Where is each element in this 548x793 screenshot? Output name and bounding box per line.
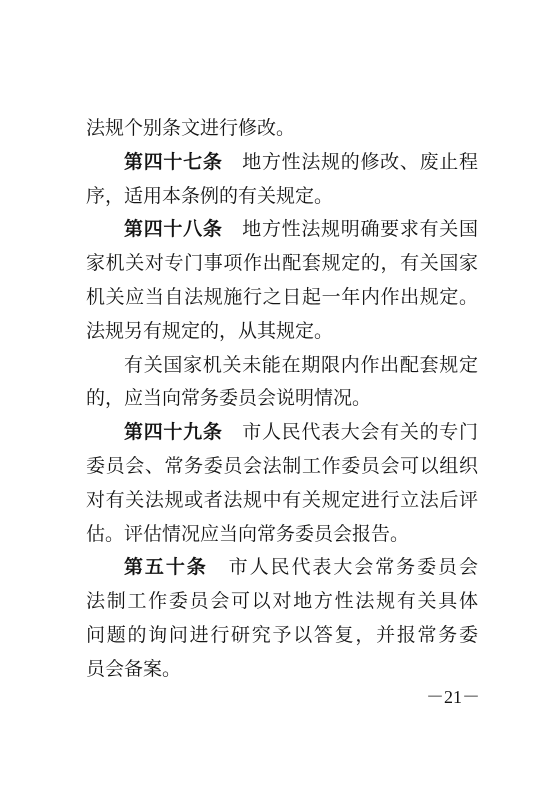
text-line-content: 序，适用本条例的有关规定。 bbox=[86, 184, 334, 207]
article-number: 第四十七条 bbox=[124, 150, 223, 173]
text-line-content: 机关应当自法规施行之日起一年内作出规定。 bbox=[86, 285, 478, 308]
text-line-content: 法规另有规定的，从其规定。 bbox=[86, 319, 334, 342]
text-line-content: 市人民代表大会有关的专门 bbox=[241, 421, 478, 444]
paragraph-first-line bbox=[86, 349, 478, 383]
page-number: －21－ bbox=[426, 687, 480, 707]
text-line bbox=[86, 315, 478, 349]
text-line bbox=[86, 281, 478, 315]
text-line-content: 法制工作委员会可以对地方性法规有关具体 bbox=[86, 590, 478, 613]
article-number: 第四十九条 bbox=[124, 421, 223, 444]
article-49-first-line bbox=[86, 416, 478, 450]
text-line bbox=[86, 112, 478, 146]
text-line-content: 问题的询问进行研究予以答复，并报常务委 bbox=[86, 623, 478, 646]
article-number: 第四十八条 bbox=[124, 218, 223, 241]
text-line-content: 对有关法规或者法规中有关规定进行立法后评 bbox=[86, 488, 478, 511]
text-line bbox=[86, 518, 478, 552]
text-line bbox=[86, 247, 478, 281]
text-line bbox=[86, 180, 478, 214]
text-line bbox=[86, 653, 478, 687]
text-line-content: 估。评估情况应当向常务委员会报告。 bbox=[86, 522, 410, 545]
document-body bbox=[86, 112, 478, 687]
text-line-content: 家机关对专门事项作出配套规定的，有关国家 bbox=[86, 252, 478, 275]
article-50-first-line bbox=[86, 551, 478, 585]
text-line-content: 法规个别条文进行修改。 bbox=[86, 117, 296, 139]
article-number: 第五十条 bbox=[124, 556, 208, 579]
article-48-first-line bbox=[86, 213, 478, 247]
text-line-content: 有关国家机关未能在期限内作出配套规定 bbox=[124, 353, 478, 376]
text-line bbox=[86, 450, 478, 484]
text-line-content: 委员会、常务委员会法制工作委员会可以组织 bbox=[86, 454, 478, 477]
article-47-first-line bbox=[86, 146, 478, 180]
text-line-content: 的，应当向常务委员会说明情况。 bbox=[86, 387, 372, 410]
text-line bbox=[86, 619, 478, 653]
text-line-content: 市人民代表大会常务委员会 bbox=[226, 556, 478, 579]
text-line bbox=[86, 484, 478, 518]
text-line bbox=[86, 382, 478, 416]
text-line-content: 地方性法规明确要求有关国 bbox=[241, 218, 478, 241]
text-line-content: 员会备案。 bbox=[86, 657, 182, 680]
text-line-content: 地方性法规的修改、废止程 bbox=[241, 150, 478, 173]
text-line bbox=[86, 585, 478, 619]
